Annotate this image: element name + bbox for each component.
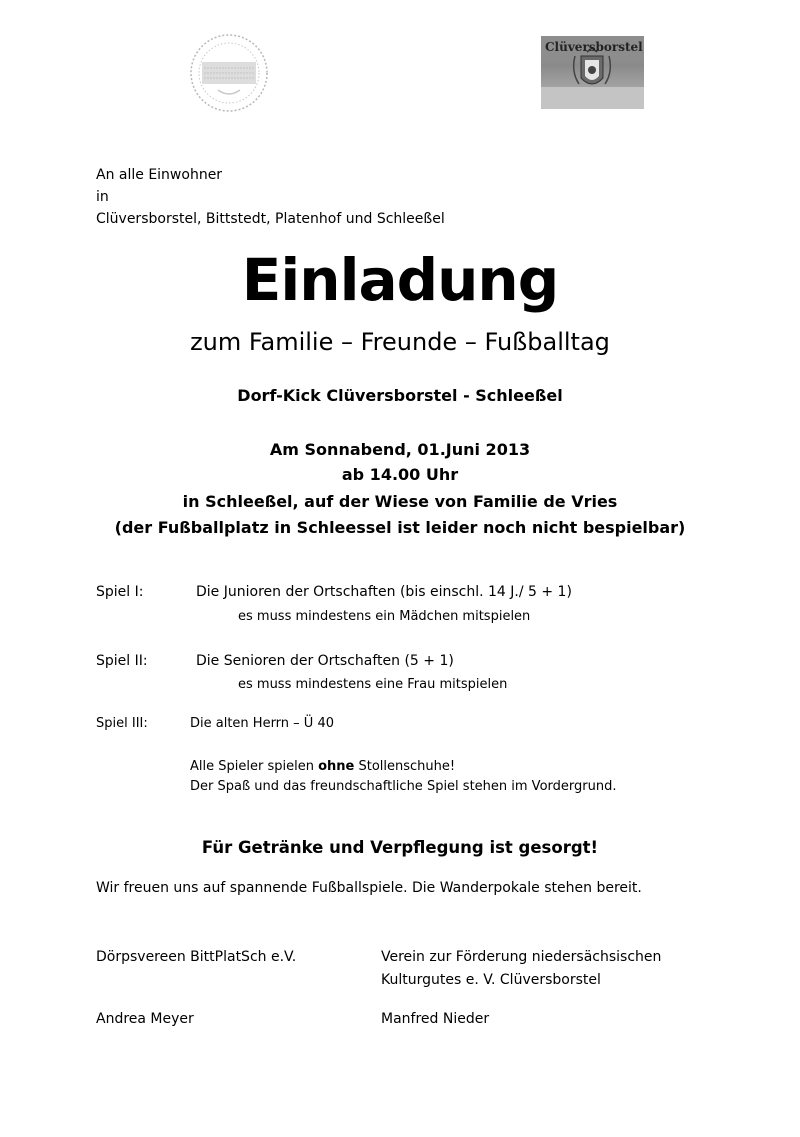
event-date: Am Sonnabend, 01.Juni 2013 xyxy=(269,440,531,459)
closing-text: Wir freuen uns auf spannende Fußballspiele. Die Wanderpokale stehen bereit. xyxy=(96,880,642,896)
game-2-note: es muss mindestens eine Frau mitspielen xyxy=(238,677,508,692)
address-line-2: in xyxy=(96,189,109,205)
event-location: in Schleeßel, auf der Wiese von Familie de Vries xyxy=(182,492,618,511)
signature-org-2-line-1: Verein zur Förderung niedersächsischen xyxy=(381,949,662,965)
game-3-label: Spiel III: xyxy=(96,716,148,731)
rules-line-1-end: Stollenschuhe! xyxy=(354,759,456,774)
rules-line-2: Der Spaß und das freundschaftliche Spiel stehen im Vordergrund. xyxy=(190,779,617,794)
signature-org-2-line-2: Kulturgutes e. V. Clüversborstel xyxy=(381,972,601,988)
catering-notice: Für Getränke und Verpflegung ist gesorgt! xyxy=(201,838,599,857)
address-line-1: An alle Einwohner xyxy=(96,167,223,183)
flag-coat-of-arms-logo xyxy=(541,36,644,109)
address-line-3: Clüversborstel, Bittstedt, Platenhof und Schleeßel xyxy=(96,211,445,227)
signature-person-2: Manfred Nieder xyxy=(381,1011,490,1027)
game-2-label: Spiel II: xyxy=(96,653,148,669)
event-name: Dorf-Kick Clüversborstel - Schleeßel xyxy=(237,386,563,405)
game-1-label: Spiel I: xyxy=(96,584,144,600)
page-title: Einladung xyxy=(241,246,559,314)
round-seal-logo xyxy=(188,32,270,114)
rules-line-1-bold: ohne xyxy=(318,759,355,774)
game-3-description: Die alten Herrn – Ü 40 xyxy=(190,716,334,731)
signature-org-1: Dörpsvereen BittPlatSch e.V. xyxy=(96,949,297,965)
game-2-description: Die Senioren der Ortschaften (5 + 1) xyxy=(196,653,454,669)
signature-person-1: Andrea Meyer xyxy=(96,1011,194,1027)
event-time: ab 14.00 Uhr xyxy=(341,465,459,484)
rules-line-1-start: Alle Spieler spielen xyxy=(190,759,319,774)
game-1-note: es muss mindestens ein Mädchen mitspielen xyxy=(238,609,531,624)
page-subtitle: zum Familie – Freunde – Fußballtag xyxy=(190,328,610,356)
rules-line-1 xyxy=(190,759,455,774)
game-1-description: Die Junioren der Ortschaften (bis einschl. 14 J./ 5 + 1) xyxy=(196,584,572,600)
event-note: (der Fußballplatz in Schleessel ist leider noch nicht bespielbar) xyxy=(114,518,686,537)
logo-lettering: Clüversborstel xyxy=(545,40,643,54)
